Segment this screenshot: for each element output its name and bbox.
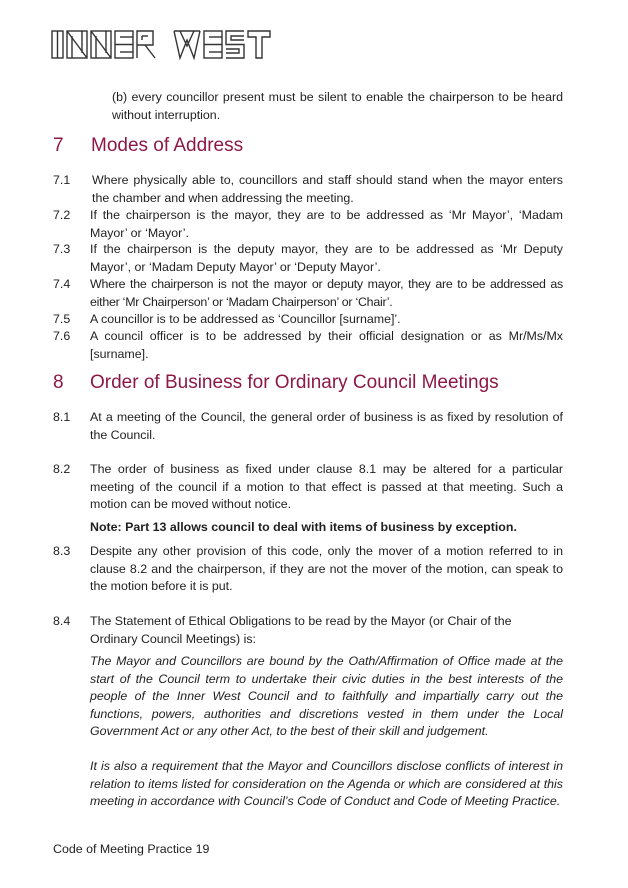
footer-page-number: 19 — [195, 842, 210, 856]
clause-number: 8.1 — [53, 410, 71, 424]
inner-west-logo — [50, 28, 290, 62]
clause-text: At a meeting of the Council, the general order of business is as fixed by resolution of the Council. — [90, 410, 563, 442]
clause-text: The order of business as fixed under clause 8.1 may be altered for a particular meeting of the council if a motion to that effect is passed at that meeting. Such a motion can be moved without notice. — [90, 462, 563, 512]
clause-number: 8.2 — [53, 462, 71, 476]
clause-number: 7.2 — [53, 208, 71, 222]
clause-text: The Statement of Ethical Obligations to be read by the Mayor (or Chair of the Ordinary Council Meetings) is: — [90, 614, 512, 646]
clause-number: 7.4 — [53, 277, 71, 291]
clause-number: 8.4 — [53, 614, 71, 628]
clause-text: Despite any other provision of this code, only the mover of a motion referred to in clause 8.2 and the chairperson, if they are not the mover of the motion, can speak to the motion before it is put. — [90, 544, 563, 594]
section-8-heading — [53, 371, 499, 395]
clause-text: Where the chairperson is not the mayor or deputy mayor, they are to be addressed as either ‘Mr Chairperson’ or ‘Madam Chairperson’ or ‘Chair’. — [90, 277, 563, 309]
clause-text: Where physically able to, councillors and staff should stand when the mayor enters the chamber and when addressing the meeting. — [92, 173, 563, 205]
ethical-statement-paragraph: The Mayor and Councillors are bound by the Oath/Affirmation of Office made at the start of the Council term to undertake their civic duties in the best interests of the people of the Inner West Council and to faithfully and impartially carry out the functions, powers, authorities and discretions vested in them under the Local Government Act or any other Act, to the best of their skill and judgement. — [90, 654, 563, 739]
section-8-title: Order of Business for Ordinary Council Meetings — [90, 372, 499, 393]
note-text: Note: Part 13 allows council to deal with items of business by exception. — [90, 520, 517, 534]
clause-number: 7.1 — [53, 173, 71, 187]
inner-west-logo-graphic — [50, 28, 290, 62]
clause-number: 7.6 — [53, 329, 71, 343]
section-7-title: Modes of Address — [91, 135, 244, 156]
clause-number: 8.3 — [53, 544, 71, 558]
clause-text: If the chairperson is the deputy mayor, they are to be addressed as ‘Mr Deputy Mayor’, or ‘Madam Deputy Mayor’ or ‘Deputy Mayor’. — [90, 242, 563, 274]
section-7-number: 7 — [53, 135, 64, 156]
section-7-heading — [53, 134, 243, 158]
clause-text: A council officer is to be addressed by their official designation or as Mr/Ms/Mx [surname]. — [90, 329, 563, 361]
footer-document-title: Code of Meeting Practice — [53, 842, 193, 856]
section-8-number: 8 — [53, 372, 64, 393]
intro-paragraph: (b) every councillor present must be silent to enable the chairperson to be heard without interruption. — [112, 90, 563, 122]
clause-number: 7.5 — [53, 312, 71, 326]
clause-text: If the chairperson is the mayor, they are to be addressed as ‘Mr Mayor’, ‘Madam Mayor’ or ‘Mayor’. — [90, 208, 563, 240]
clause-text: A councillor is to be addressed as ‘Councillor [surname]’. — [90, 312, 401, 326]
clause-number: 7.3 — [53, 242, 71, 256]
conflict-statement-paragraph: It is also a requirement that the Mayor and Councillors disclose conflicts of interest in relation to items listed for consideration on the Agenda or which are considered at this meeting in accordance with Council’s Code of Conduct and Code of Meeting Practice. — [90, 759, 563, 809]
page-footer — [53, 841, 209, 858]
